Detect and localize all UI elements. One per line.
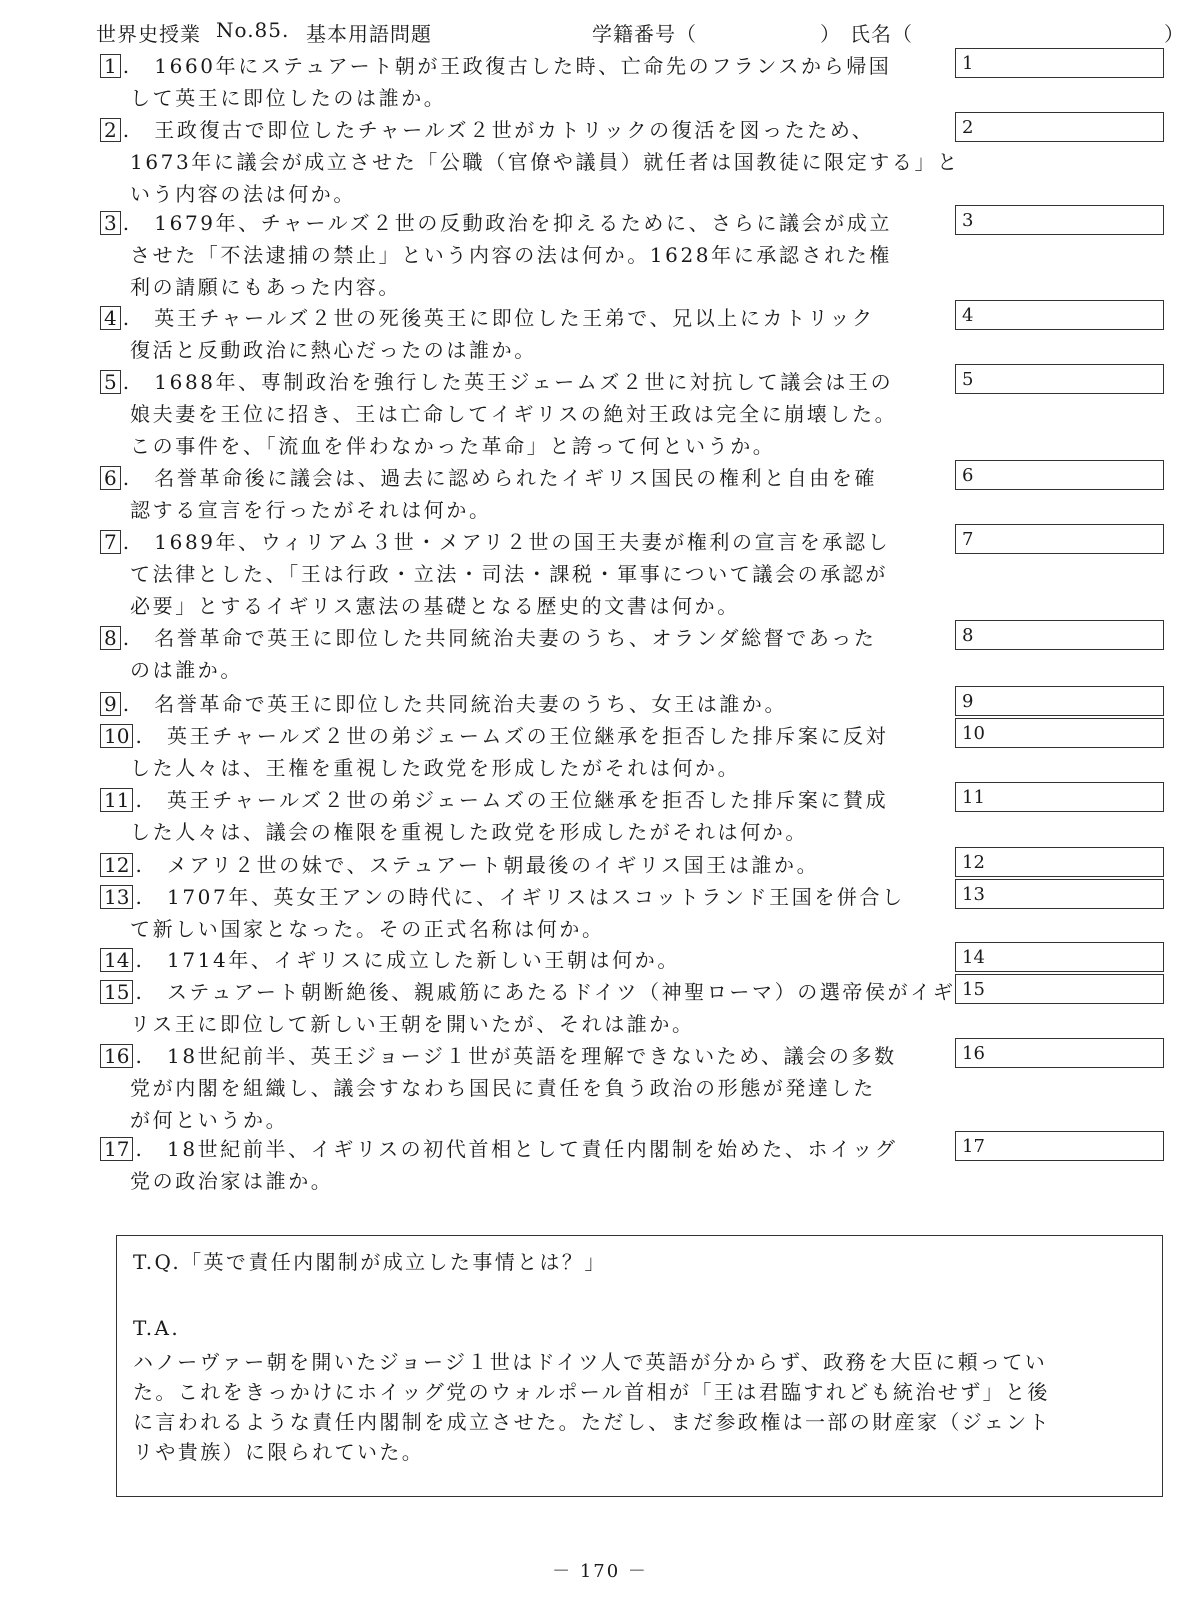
question-number: 2	[100, 118, 121, 142]
answer-box[interactable]: 12	[955, 847, 1164, 877]
answer-box[interactable]: 6	[955, 460, 1164, 490]
question-line	[100, 688, 787, 717]
answer-box[interactable]: 11	[955, 782, 1164, 812]
question-line	[100, 720, 888, 749]
question-text: ステュアート朝断絶後、親戚筋にあたるドイツ（神聖ローマ）の選帝侯がイギ	[167, 980, 956, 1004]
question-number: 15	[100, 980, 133, 1004]
question-number: 16	[100, 1044, 133, 1068]
number-separator: .	[135, 853, 168, 877]
question-line	[100, 526, 890, 555]
question-line	[130, 590, 740, 619]
question-line	[100, 1133, 897, 1162]
answer-box[interactable]: 3	[955, 205, 1164, 235]
number-separator: .	[135, 980, 168, 1004]
name-close: ）	[1164, 22, 1185, 46]
question-text: て新しい国家となった。その正式名称は何か。	[130, 917, 605, 941]
answer-box[interactable]: 17	[955, 1131, 1164, 1161]
question-line	[100, 1040, 897, 1069]
question-number: 5	[100, 370, 121, 394]
question-line	[100, 784, 888, 813]
question-text: 英王チャールズ２世の弟ジェームズの王位継承を拒否した排斥案に反対	[167, 724, 889, 748]
question-line	[100, 366, 893, 395]
question-text: した人々は、議会の権限を重視した政党を形成したがそれは何か。	[130, 820, 808, 844]
answer-box[interactable]: 7	[955, 524, 1164, 554]
question-text: のは誰か。	[130, 658, 243, 682]
question-line	[130, 398, 897, 427]
question-line	[100, 462, 877, 491]
question-line	[130, 430, 775, 459]
number-separator: .	[135, 948, 168, 972]
tq-question: T.Q.「英で責任内閣制が成立した事情とは？」	[133, 1250, 607, 1274]
number-separator: .	[122, 54, 155, 78]
question-line	[130, 1008, 695, 1037]
number-separator: .	[122, 466, 155, 490]
question-text: いう内容の法は何か。	[130, 182, 356, 206]
question-line	[100, 944, 680, 973]
number-separator: .	[135, 1137, 168, 1161]
question-text: して英王に即位したのは誰か。	[130, 86, 447, 110]
question-text: 1707年、英女王アンの時代に、イギリスはスコットランド王国を併合し	[167, 885, 905, 909]
question-text: 王政復古で即位したチャールズ２世がカトリックの復活を図ったため、	[154, 118, 875, 142]
question-text: 1673年に議会が成立させた「公職（官僚や議員）就任者は国教徒に限定する」と	[130, 150, 960, 174]
question-line	[130, 816, 808, 845]
question-number: 17	[100, 1137, 133, 1161]
number-separator: .	[135, 724, 168, 748]
question-line	[130, 334, 537, 363]
question-text: リス王に即位して新しい王朝を開いたが、それは誰か。	[130, 1012, 695, 1036]
question-line	[100, 114, 874, 143]
ta-line: に言われるような責任内閣制を成立させた。ただし、まだ参政権は一部の財産家（ジェント	[133, 1410, 1051, 1434]
question-line	[100, 976, 955, 1005]
question-text: メアリ２世の妹で、ステュアート朝最後のイギリス国王は誰か。	[167, 853, 820, 877]
number-separator: .	[122, 626, 155, 650]
question-text: 必要」とするイギリス憲法の基礎となる歴史的文書は何か。	[130, 594, 740, 618]
question-number: 7	[100, 530, 121, 554]
question-text: 認する宣言を行ったがそれは何か。	[130, 498, 492, 522]
number-separator: .	[122, 306, 155, 330]
question-number: 10	[100, 724, 133, 748]
ta-line: リや貴族）に限られていた。	[133, 1440, 425, 1464]
question-number: 4	[100, 306, 121, 330]
question-number: 14	[100, 948, 133, 972]
question-line	[130, 494, 492, 523]
student-id-close: ）	[820, 22, 841, 46]
question-text: て法律とした、「王は行政・立法・司法・課税・軍事について議会の承認が	[130, 562, 888, 586]
question-text: 1660年にステュアート朝が王政復古した時、亡命先のフランスから帰国	[154, 54, 892, 78]
answer-box[interactable]: 9	[955, 686, 1164, 716]
question-number: 1	[100, 54, 121, 78]
question-text: 1714年、イギリスに成立した新しい王朝は何か。	[167, 948, 680, 972]
worksheet-header	[96, 12, 1185, 46]
question-text: 1679年、チャールズ２世の反動政治を抑えるために、さらに議会が成立	[154, 211, 892, 235]
course-label: 世界史授業	[96, 22, 201, 46]
question-text: 名誉革命で英王に即位した共同統治夫妻のうち、オランダ総督であった	[154, 626, 877, 650]
answer-box[interactable]: 1	[955, 48, 1164, 78]
question-line	[100, 881, 905, 910]
question-text: が何というか。	[130, 1108, 289, 1132]
question-text: させた「不法逮捕の禁止」という内容の法は何か。1628年に承認された権	[130, 243, 892, 267]
question-line	[100, 849, 819, 878]
question-text: 名誉革命後に議会は、過去に認められたイギリス国民の権利と自由を確	[154, 466, 878, 490]
number-separator: .	[122, 530, 155, 554]
number-separator: .	[122, 211, 155, 235]
question-line	[130, 146, 960, 175]
number-separator: .	[135, 1044, 168, 1068]
question-number: 13	[100, 885, 133, 909]
answer-box[interactable]: 15	[955, 974, 1164, 1004]
question-line	[130, 752, 740, 781]
sheet-number: No.85.	[216, 18, 290, 42]
question-line	[130, 654, 243, 683]
question-line	[130, 1072, 876, 1101]
ta-line: た。これをきっかけにホイッグ党のウォルポール首相が「王は君臨すれども統治せず」と後	[133, 1380, 1050, 1404]
ta-line: ハノーヴァー朝を開いたジョージ１世はドイツ人で英語が分からず、政務を大臣に頼ってい	[133, 1350, 1048, 1374]
question-text: 娘夫妻を王位に招き、王は亡命してイギリスの絶対王政は完全に崩壊した。	[130, 402, 898, 426]
question-text: 英王チャールズ２世の弟ジェームズの王位継承を拒否した排斥案に賛成	[167, 788, 889, 812]
question-number: 8	[100, 626, 121, 650]
question-line	[130, 1104, 288, 1133]
question-text: 党の政治家は誰か。	[130, 1169, 334, 1193]
tq-box	[116, 1235, 1163, 1497]
question-text: 18世紀前半、英王ジョージ１世が英語を理解できないため、議会の多数	[167, 1044, 897, 1068]
question-line	[100, 207, 892, 236]
number-separator: .	[122, 370, 155, 394]
answer-box[interactable]: 10	[955, 718, 1164, 748]
question-line	[130, 558, 888, 587]
question-text: 名誉革命で英王に即位した共同統治夫妻のうち、女王は誰か。	[154, 692, 788, 716]
answer-box[interactable]: 8	[955, 620, 1164, 650]
question-line	[130, 82, 446, 111]
question-text: 1688年、専制政治を強行した英王ジェームズ２世に対抗して議会は王の	[154, 370, 894, 394]
answer-box[interactable]: 5	[955, 364, 1164, 394]
question-line	[130, 913, 605, 942]
number-separator: .	[135, 885, 168, 909]
question-line	[100, 622, 877, 651]
ta-label: T.A.	[133, 1316, 181, 1340]
number-separator: .	[122, 118, 155, 142]
question-text: 利の請願にもあった内容。	[130, 275, 401, 299]
question-number: 3	[100, 211, 121, 235]
answer-box[interactable]: 4	[955, 300, 1164, 330]
question-line	[130, 1165, 333, 1194]
question-number: 11	[100, 788, 133, 812]
question-number: 9	[100, 692, 121, 716]
student-id-label: 学籍番号（	[592, 22, 697, 46]
question-line	[100, 50, 891, 79]
question-text: 英王チャールズ２世の死後英王に即位した王弟で、兄以上にカトリック	[154, 306, 875, 330]
number-separator: .	[135, 788, 168, 812]
question-text: 18世紀前半、イギリスの初代首相として責任内閣制を始めた、ホイッグ	[167, 1137, 898, 1161]
question-text: した人々は、王権を重視した政党を形成したがそれは何か。	[130, 756, 741, 780]
answer-box[interactable]: 14	[955, 942, 1164, 972]
question-number: 6	[100, 466, 121, 490]
answer-box[interactable]: 16	[955, 1038, 1164, 1068]
question-line	[130, 178, 356, 207]
question-line	[130, 239, 892, 268]
question-text: この事件を、「流血を伴わなかった革命」と誇って何というか。	[130, 434, 776, 458]
name-label: 氏名（	[850, 22, 913, 46]
sheet-title: 基本用語問題	[306, 22, 432, 46]
answer-box[interactable]: 13	[955, 879, 1164, 909]
page-number: － 170 －	[552, 1561, 648, 1582]
answer-box[interactable]: 2	[955, 112, 1164, 142]
question-line	[130, 271, 401, 300]
question-line	[100, 302, 875, 331]
question-text: 党が内閣を組織し、議会すなわち国民に責任を負う政治の形態が発達した	[130, 1076, 876, 1100]
question-text: 1689年、ウィリアム３世・メアリ２世の国王夫妻が権利の宣言を承認し	[154, 530, 891, 554]
number-separator: .	[122, 692, 155, 716]
question-text: 復活と反動政治に熱心だったのは誰か。	[130, 338, 537, 362]
question-number: 12	[100, 853, 133, 877]
